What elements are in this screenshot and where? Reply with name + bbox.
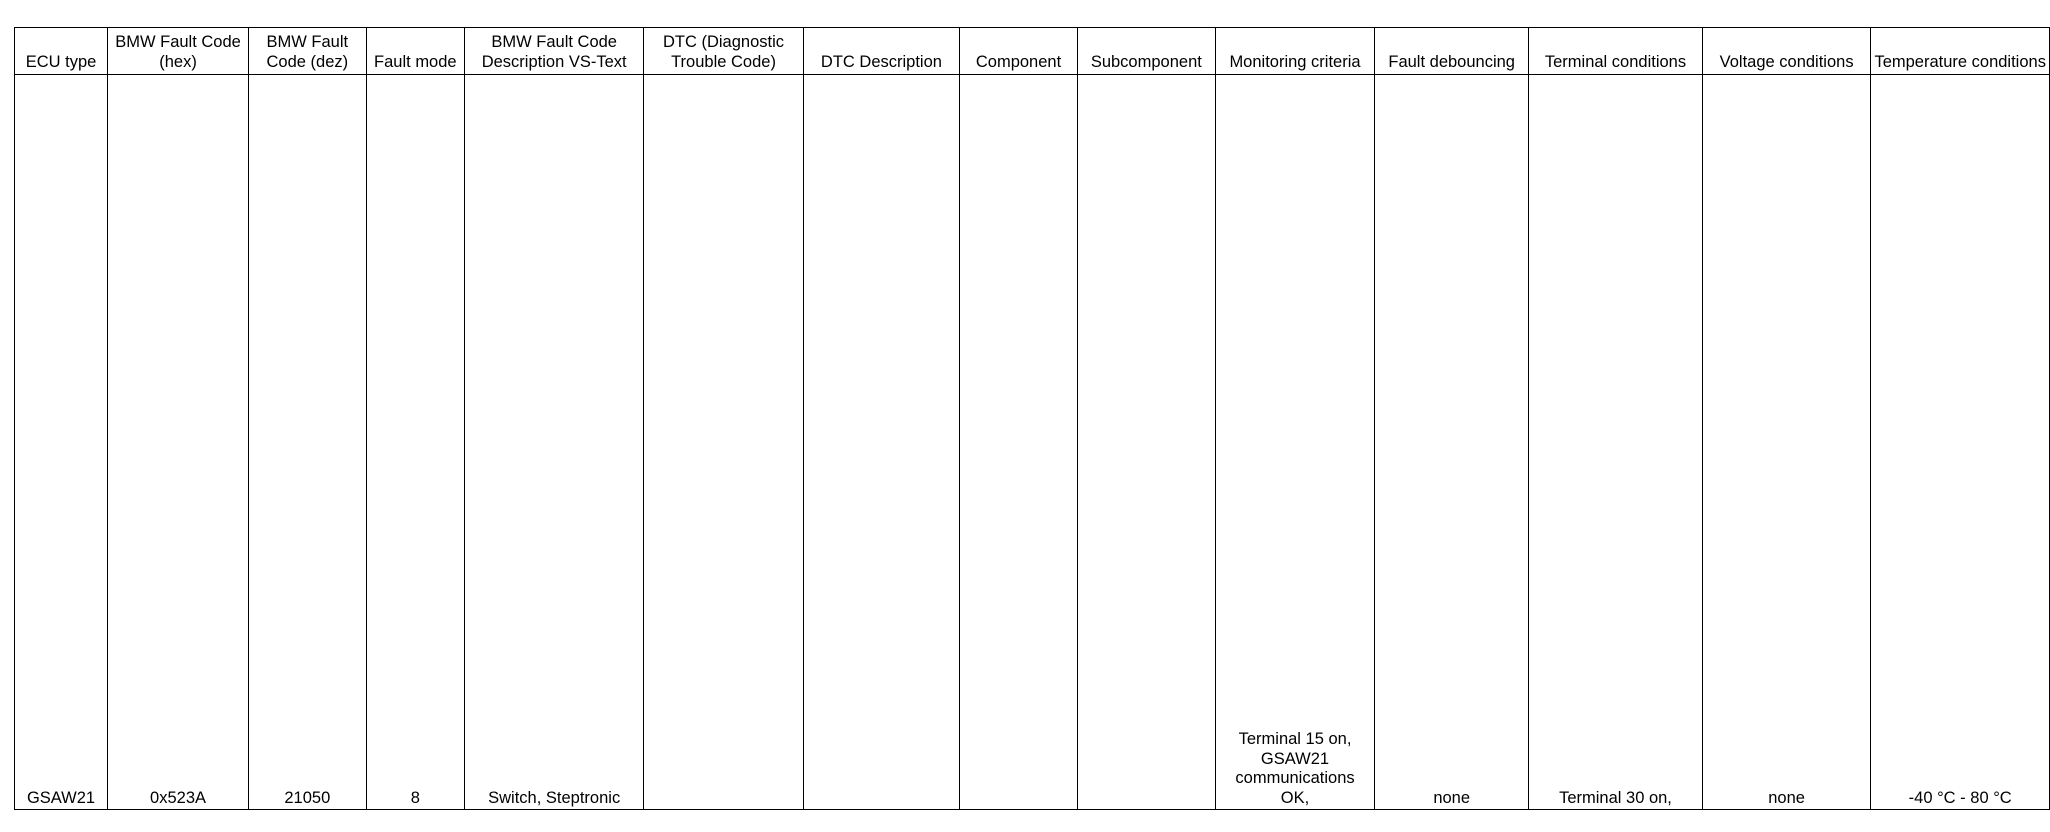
col-header-terminal-conditions: Terminal conditions	[1529, 28, 1703, 75]
col-header-fault-debouncing: Fault debouncing	[1375, 28, 1529, 75]
col-header-fault-code-dez: BMW Fault Code (dez)	[249, 28, 367, 75]
cell-fault-debouncing: none	[1375, 75, 1529, 810]
col-header-fault-description: BMW Fault Code Description VS-Text	[465, 28, 644, 75]
col-header-component: Component	[960, 28, 1078, 75]
cell-monitoring-criteria: Terminal 15 on, GSAW21 communications OK,	[1215, 75, 1374, 810]
header-row	[15, 28, 2050, 75]
fault-code-table	[14, 27, 2050, 810]
col-header-voltage-conditions: Voltage conditions	[1702, 28, 1871, 75]
cell-fault-code-hex: 0x523A	[108, 75, 249, 810]
cell-dtc	[644, 75, 803, 810]
col-header-ecu-type: ECU type	[15, 28, 108, 75]
cell-terminal-conditions: Terminal 30 on,	[1529, 75, 1703, 810]
col-header-fault-code-hex: BMW Fault Code (hex)	[108, 28, 249, 75]
col-header-subcomponent: Subcomponent	[1077, 28, 1215, 75]
cell-ecu-type: GSAW21	[15, 75, 108, 810]
col-header-dtc: DTC (Diagnostic Trouble Code)	[644, 28, 803, 75]
table-row	[15, 75, 2050, 810]
cell-temperature-conditions: -40 °C - 80 °C	[1871, 75, 2050, 810]
cell-component	[960, 75, 1078, 810]
cell-subcomponent	[1077, 75, 1215, 810]
cell-voltage-conditions: none	[1702, 75, 1871, 810]
col-header-fault-mode: Fault mode	[366, 28, 464, 75]
cell-fault-mode: 8	[366, 75, 464, 810]
col-header-monitoring-criteria: Monitoring criteria	[1215, 28, 1374, 75]
cell-fault-code-dez: 21050	[249, 75, 367, 810]
cell-fault-description: Switch, Steptronic	[465, 75, 644, 810]
col-header-dtc-description: DTC Description	[803, 28, 960, 75]
cell-dtc-description	[803, 75, 960, 810]
col-header-temperature-conditions: Temperature conditions	[1871, 28, 2050, 75]
